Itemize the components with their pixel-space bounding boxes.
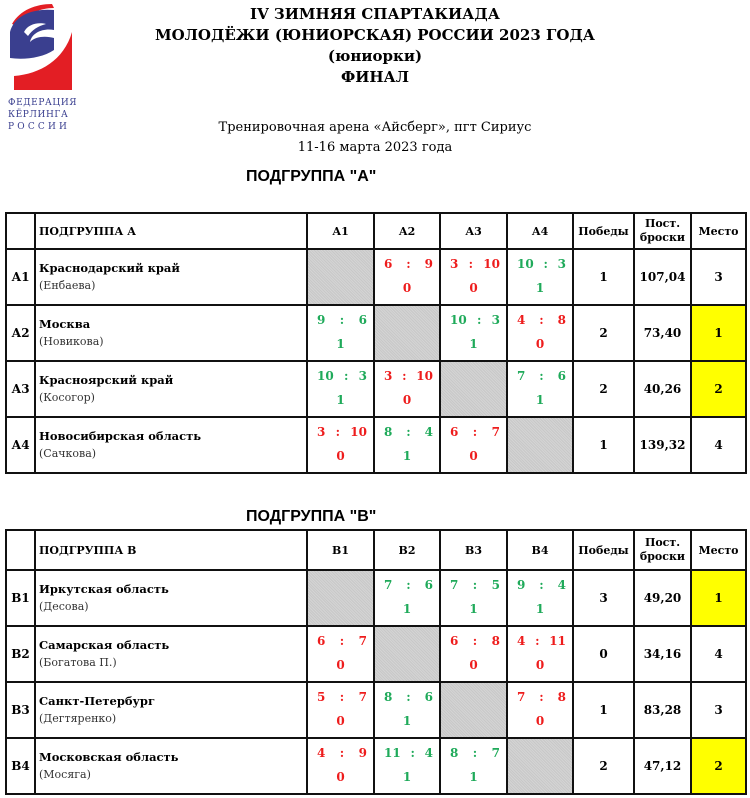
score-for: 9 (317, 313, 326, 327)
match-points: 1 (402, 602, 412, 616)
self-match-cell (440, 682, 507, 738)
score-against: 6 (424, 578, 433, 592)
index-header (6, 213, 35, 249)
match-points: 1 (469, 770, 478, 784)
team-cell (35, 570, 307, 626)
score-for: 3 (384, 369, 393, 383)
opponent-header-2: В2 (374, 530, 440, 570)
federation-name (8, 97, 77, 133)
match-result-cell (307, 682, 374, 738)
match-points: 1 (535, 281, 545, 295)
place-value: 4 (691, 417, 746, 473)
team-cell (35, 361, 307, 417)
wins-value: 3 (573, 570, 634, 626)
score-for: 7 (517, 369, 526, 383)
match-score (375, 422, 439, 442)
team-name: Самарская область (39, 638, 170, 652)
title-line-2: МОЛОДЁЖИ (ЮНИОРСКАЯ) РОССИИ 2023 ГОДА (154, 26, 596, 44)
table-row (6, 626, 746, 682)
match-score (308, 743, 373, 763)
match-score (375, 743, 439, 763)
score-against: 6 (358, 313, 367, 327)
score-separator: : (339, 746, 345, 760)
match-points: 0 (535, 714, 545, 728)
venue-text: Тренировочная арена «Айсберг», пгт Сириус (218, 120, 532, 135)
score-for: 7 (384, 578, 393, 592)
match-score (308, 631, 373, 651)
match-points: 1 (336, 393, 345, 407)
match-result-cell (374, 738, 440, 794)
table-row (6, 305, 746, 361)
team-name: Краснодарский край (39, 261, 180, 275)
match-points: 1 (402, 714, 412, 728)
match-score (375, 687, 439, 707)
score-against: 11 (549, 634, 566, 648)
match-result-cell (307, 417, 374, 473)
place-value: 2 (691, 738, 746, 794)
match-result-cell (307, 626, 374, 682)
team-name: Новосибирская область (39, 429, 202, 443)
team-name: Москва (39, 317, 91, 331)
event-info (150, 118, 600, 158)
score-for: 7 (517, 690, 526, 704)
opponent-header-3: В3 (440, 530, 507, 570)
match-result-cell (440, 570, 507, 626)
match-score (508, 575, 572, 595)
team-cell (35, 417, 307, 473)
match-points: 0 (336, 658, 345, 672)
match-points: 1 (469, 602, 478, 616)
team-index: В2 (6, 626, 35, 682)
lsd-header (634, 213, 691, 249)
match-points: 0 (402, 393, 412, 407)
score-for: 5 (317, 690, 326, 704)
match-result-cell (440, 249, 507, 305)
score-separator: : (539, 578, 544, 592)
score-for: 4 (517, 313, 526, 327)
opponent-header-4: В4 (507, 530, 573, 570)
match-score (441, 631, 506, 651)
wins-value: 2 (573, 738, 634, 794)
table-row (6, 249, 746, 305)
score-against: 7 (358, 634, 367, 648)
team-skip: (Дегтяренко) (39, 712, 117, 725)
score-separator: : (539, 369, 544, 383)
table-row (6, 417, 746, 473)
score-against: 7 (491, 425, 500, 439)
team-index: А4 (6, 417, 35, 473)
match-result-cell (374, 570, 440, 626)
score-against: 7 (491, 746, 500, 760)
score-separator: : (339, 313, 345, 327)
team-skip: (Богатова П.) (39, 656, 117, 669)
score-separator: : (406, 690, 411, 704)
score-against: 10 (483, 257, 500, 271)
match-score (508, 631, 572, 651)
self-match-cell (374, 305, 440, 361)
match-result-cell (507, 682, 573, 738)
self-match-cell (507, 417, 573, 473)
score-for: 8 (384, 425, 393, 439)
team-index: А2 (6, 305, 35, 361)
match-points: 1 (402, 449, 412, 463)
team-index: В1 (6, 570, 35, 626)
score-separator: : (402, 369, 407, 383)
match-points: 1 (469, 337, 478, 351)
score-separator: : (539, 690, 544, 704)
lsd-header-line2: броски (639, 231, 686, 244)
team-index: А3 (6, 361, 35, 417)
match-points: 0 (336, 770, 345, 784)
score-against: 3 (557, 257, 566, 271)
match-result-cell (507, 570, 573, 626)
match-result-cell (307, 305, 374, 361)
match-score (308, 687, 373, 707)
group-a-title: ПОДГРУППА "А" (246, 168, 377, 185)
score-against: 4 (557, 578, 566, 592)
team-index: В4 (6, 738, 35, 794)
dates-text: 11-16 марта 2023 года (297, 140, 453, 155)
lsd-header-line1: Пост. (644, 217, 681, 230)
place-value: 3 (691, 682, 746, 738)
lsd-value: 107,04 (634, 249, 691, 305)
match-score (508, 366, 572, 386)
match-points: 1 (402, 770, 412, 784)
score-against: 8 (491, 634, 500, 648)
place-value: 3 (691, 249, 746, 305)
table-row (6, 682, 746, 738)
score-separator: : (335, 425, 341, 439)
match-result-cell (374, 682, 440, 738)
match-score (441, 743, 506, 763)
team-skip: (Новикова) (39, 335, 104, 348)
score-separator: : (339, 690, 345, 704)
match-points: 1 (535, 393, 545, 407)
score-against: 4 (424, 425, 433, 439)
match-points: 0 (402, 281, 412, 295)
match-points: 1 (535, 602, 545, 616)
score-for: 10 (517, 257, 534, 271)
wins-value: 1 (573, 682, 634, 738)
lsd-value: 49,20 (634, 570, 691, 626)
table-row (6, 570, 746, 626)
score-for: 6 (317, 634, 326, 648)
lsd-header-line2: броски (639, 550, 686, 563)
wins-header: Победы (573, 213, 634, 249)
team-name: Красноярский край (39, 373, 174, 387)
score-for: 7 (450, 578, 459, 592)
team-column-header: ПОДГРУППА В (35, 530, 307, 570)
score-separator: : (472, 578, 478, 592)
score-against: 6 (557, 369, 566, 383)
opponent-header-1: В1 (307, 530, 374, 570)
team-skip: (Мосяга) (39, 768, 91, 781)
match-score (308, 422, 373, 442)
score-separator: : (339, 634, 345, 648)
lsd-value: 139,32 (634, 417, 691, 473)
match-points: 0 (336, 449, 345, 463)
match-score (375, 575, 439, 595)
logo-line-1: ФЕДЕРАЦИЯ (8, 98, 78, 108)
wins-value: 2 (573, 305, 634, 361)
match-points: 0 (336, 714, 345, 728)
score-separator: : (472, 425, 478, 439)
score-against: 9 (424, 257, 433, 271)
team-index: В3 (6, 682, 35, 738)
match-result-cell (307, 361, 374, 417)
score-against: 7 (358, 690, 367, 704)
match-result-cell (507, 305, 573, 361)
self-match-cell (507, 738, 573, 794)
match-points: 0 (469, 658, 478, 672)
score-against: 9 (358, 746, 367, 760)
match-score (441, 575, 506, 595)
score-separator: : (406, 578, 411, 592)
score-against: 8 (557, 313, 566, 327)
team-skip: (Сачкова) (39, 447, 97, 460)
team-cell (35, 626, 307, 682)
score-against: 10 (416, 369, 433, 383)
match-result-cell (440, 305, 507, 361)
self-match-cell (307, 570, 374, 626)
match-score (308, 310, 373, 330)
group-b-table (5, 529, 747, 795)
wins-value: 0 (573, 626, 634, 682)
match-result-cell (307, 738, 374, 794)
self-match-cell (374, 626, 440, 682)
team-cell (35, 249, 307, 305)
score-separator: : (543, 257, 548, 271)
match-points: 0 (469, 281, 478, 295)
match-result-cell (440, 738, 507, 794)
score-for: 6 (450, 425, 459, 439)
match-score (441, 254, 506, 274)
match-points: 0 (535, 337, 545, 351)
opponent-header-1: А1 (307, 213, 374, 249)
lsd-value: 83,28 (634, 682, 691, 738)
place-header: Место (691, 530, 746, 570)
place-value: 1 (691, 305, 746, 361)
title-line-4: ФИНАЛ (340, 68, 410, 86)
team-name: Санкт-Петербург (39, 694, 156, 708)
group-b-title: ПОДГРУППА "В" (246, 508, 377, 525)
table-header-row (6, 213, 746, 249)
title-line-1: IV ЗИМНЯЯ СПАРТАКИАДА (250, 5, 500, 23)
score-separator: : (343, 369, 349, 383)
match-score (441, 422, 506, 442)
match-score (375, 366, 439, 386)
wins-header: Победы (573, 530, 634, 570)
score-against: 8 (557, 690, 566, 704)
score-for: 9 (517, 578, 526, 592)
self-match-cell (440, 361, 507, 417)
place-value: 1 (691, 570, 746, 626)
place-value: 4 (691, 626, 746, 682)
wins-value: 1 (573, 417, 634, 473)
lsd-value: 47,12 (634, 738, 691, 794)
logo-line-2: КЁРЛИНГА (8, 110, 69, 120)
team-name: Иркутская область (39, 582, 169, 596)
curling-federation-logo-icon (6, 2, 72, 94)
match-result-cell (440, 417, 507, 473)
table-row (6, 738, 746, 794)
score-against: 4 (424, 746, 433, 760)
lsd-value: 34,16 (634, 626, 691, 682)
team-skip: (Десова) (39, 600, 89, 613)
score-separator: : (539, 313, 544, 327)
team-index: А1 (6, 249, 35, 305)
logo-line-3: РОССИИ (8, 122, 71, 132)
match-score (508, 254, 572, 274)
team-cell (35, 305, 307, 361)
score-separator: : (476, 313, 482, 327)
place-value: 2 (691, 361, 746, 417)
self-match-cell (307, 249, 374, 305)
team-cell (35, 738, 307, 794)
score-for: 10 (317, 369, 334, 383)
index-header (6, 530, 35, 570)
team-column-header: ПОДГРУППА А (35, 213, 307, 249)
score-for: 4 (517, 634, 526, 648)
lsd-value: 73,40 (634, 305, 691, 361)
score-for: 8 (450, 746, 459, 760)
score-for: 11 (384, 746, 401, 760)
match-score (375, 254, 439, 274)
match-result-cell (374, 417, 440, 473)
match-score (508, 310, 572, 330)
wins-value: 1 (573, 249, 634, 305)
match-result-cell (374, 361, 440, 417)
opponent-header-2: А2 (374, 213, 440, 249)
score-separator: : (468, 257, 474, 271)
team-cell (35, 682, 307, 738)
match-result-cell (507, 626, 573, 682)
team-skip: (Енбаева) (39, 279, 96, 292)
page-title (150, 4, 600, 88)
match-points: 0 (535, 658, 545, 672)
opponent-header-4: А4 (507, 213, 573, 249)
match-score (308, 366, 373, 386)
score-separator: : (535, 634, 540, 648)
lsd-value: 40,26 (634, 361, 691, 417)
score-separator: : (406, 425, 411, 439)
score-against: 3 (491, 313, 500, 327)
match-result-cell (507, 249, 573, 305)
score-for: 10 (450, 313, 467, 327)
table-row (6, 361, 746, 417)
score-separator: : (472, 746, 478, 760)
score-against: 10 (350, 425, 367, 439)
match-score (508, 687, 572, 707)
score-against: 3 (358, 369, 367, 383)
score-for: 8 (384, 690, 393, 704)
match-score (441, 310, 506, 330)
wins-value: 2 (573, 361, 634, 417)
match-result-cell (507, 361, 573, 417)
match-points: 0 (469, 449, 478, 463)
score-against: 5 (491, 578, 500, 592)
place-header: Место (691, 213, 746, 249)
score-against: 6 (424, 690, 433, 704)
match-result-cell (374, 249, 440, 305)
score-for: 6 (450, 634, 459, 648)
match-result-cell (440, 626, 507, 682)
opponent-header-3: А3 (440, 213, 507, 249)
score-for: 4 (317, 746, 326, 760)
group-a-table (5, 212, 747, 474)
score-separator: : (406, 257, 411, 271)
lsd-header-line1: Пост. (644, 536, 681, 549)
score-for: 6 (384, 257, 393, 271)
score-separator: : (410, 746, 415, 760)
team-skip: (Косогор) (39, 391, 95, 404)
team-name: Московская область (39, 750, 179, 764)
score-for: 3 (317, 425, 326, 439)
title-line-3: (юниорки) (327, 47, 423, 65)
lsd-header (634, 530, 691, 570)
match-points: 1 (336, 337, 345, 351)
table-header-row (6, 530, 746, 570)
score-separator: : (472, 634, 478, 648)
score-for: 3 (450, 257, 459, 271)
